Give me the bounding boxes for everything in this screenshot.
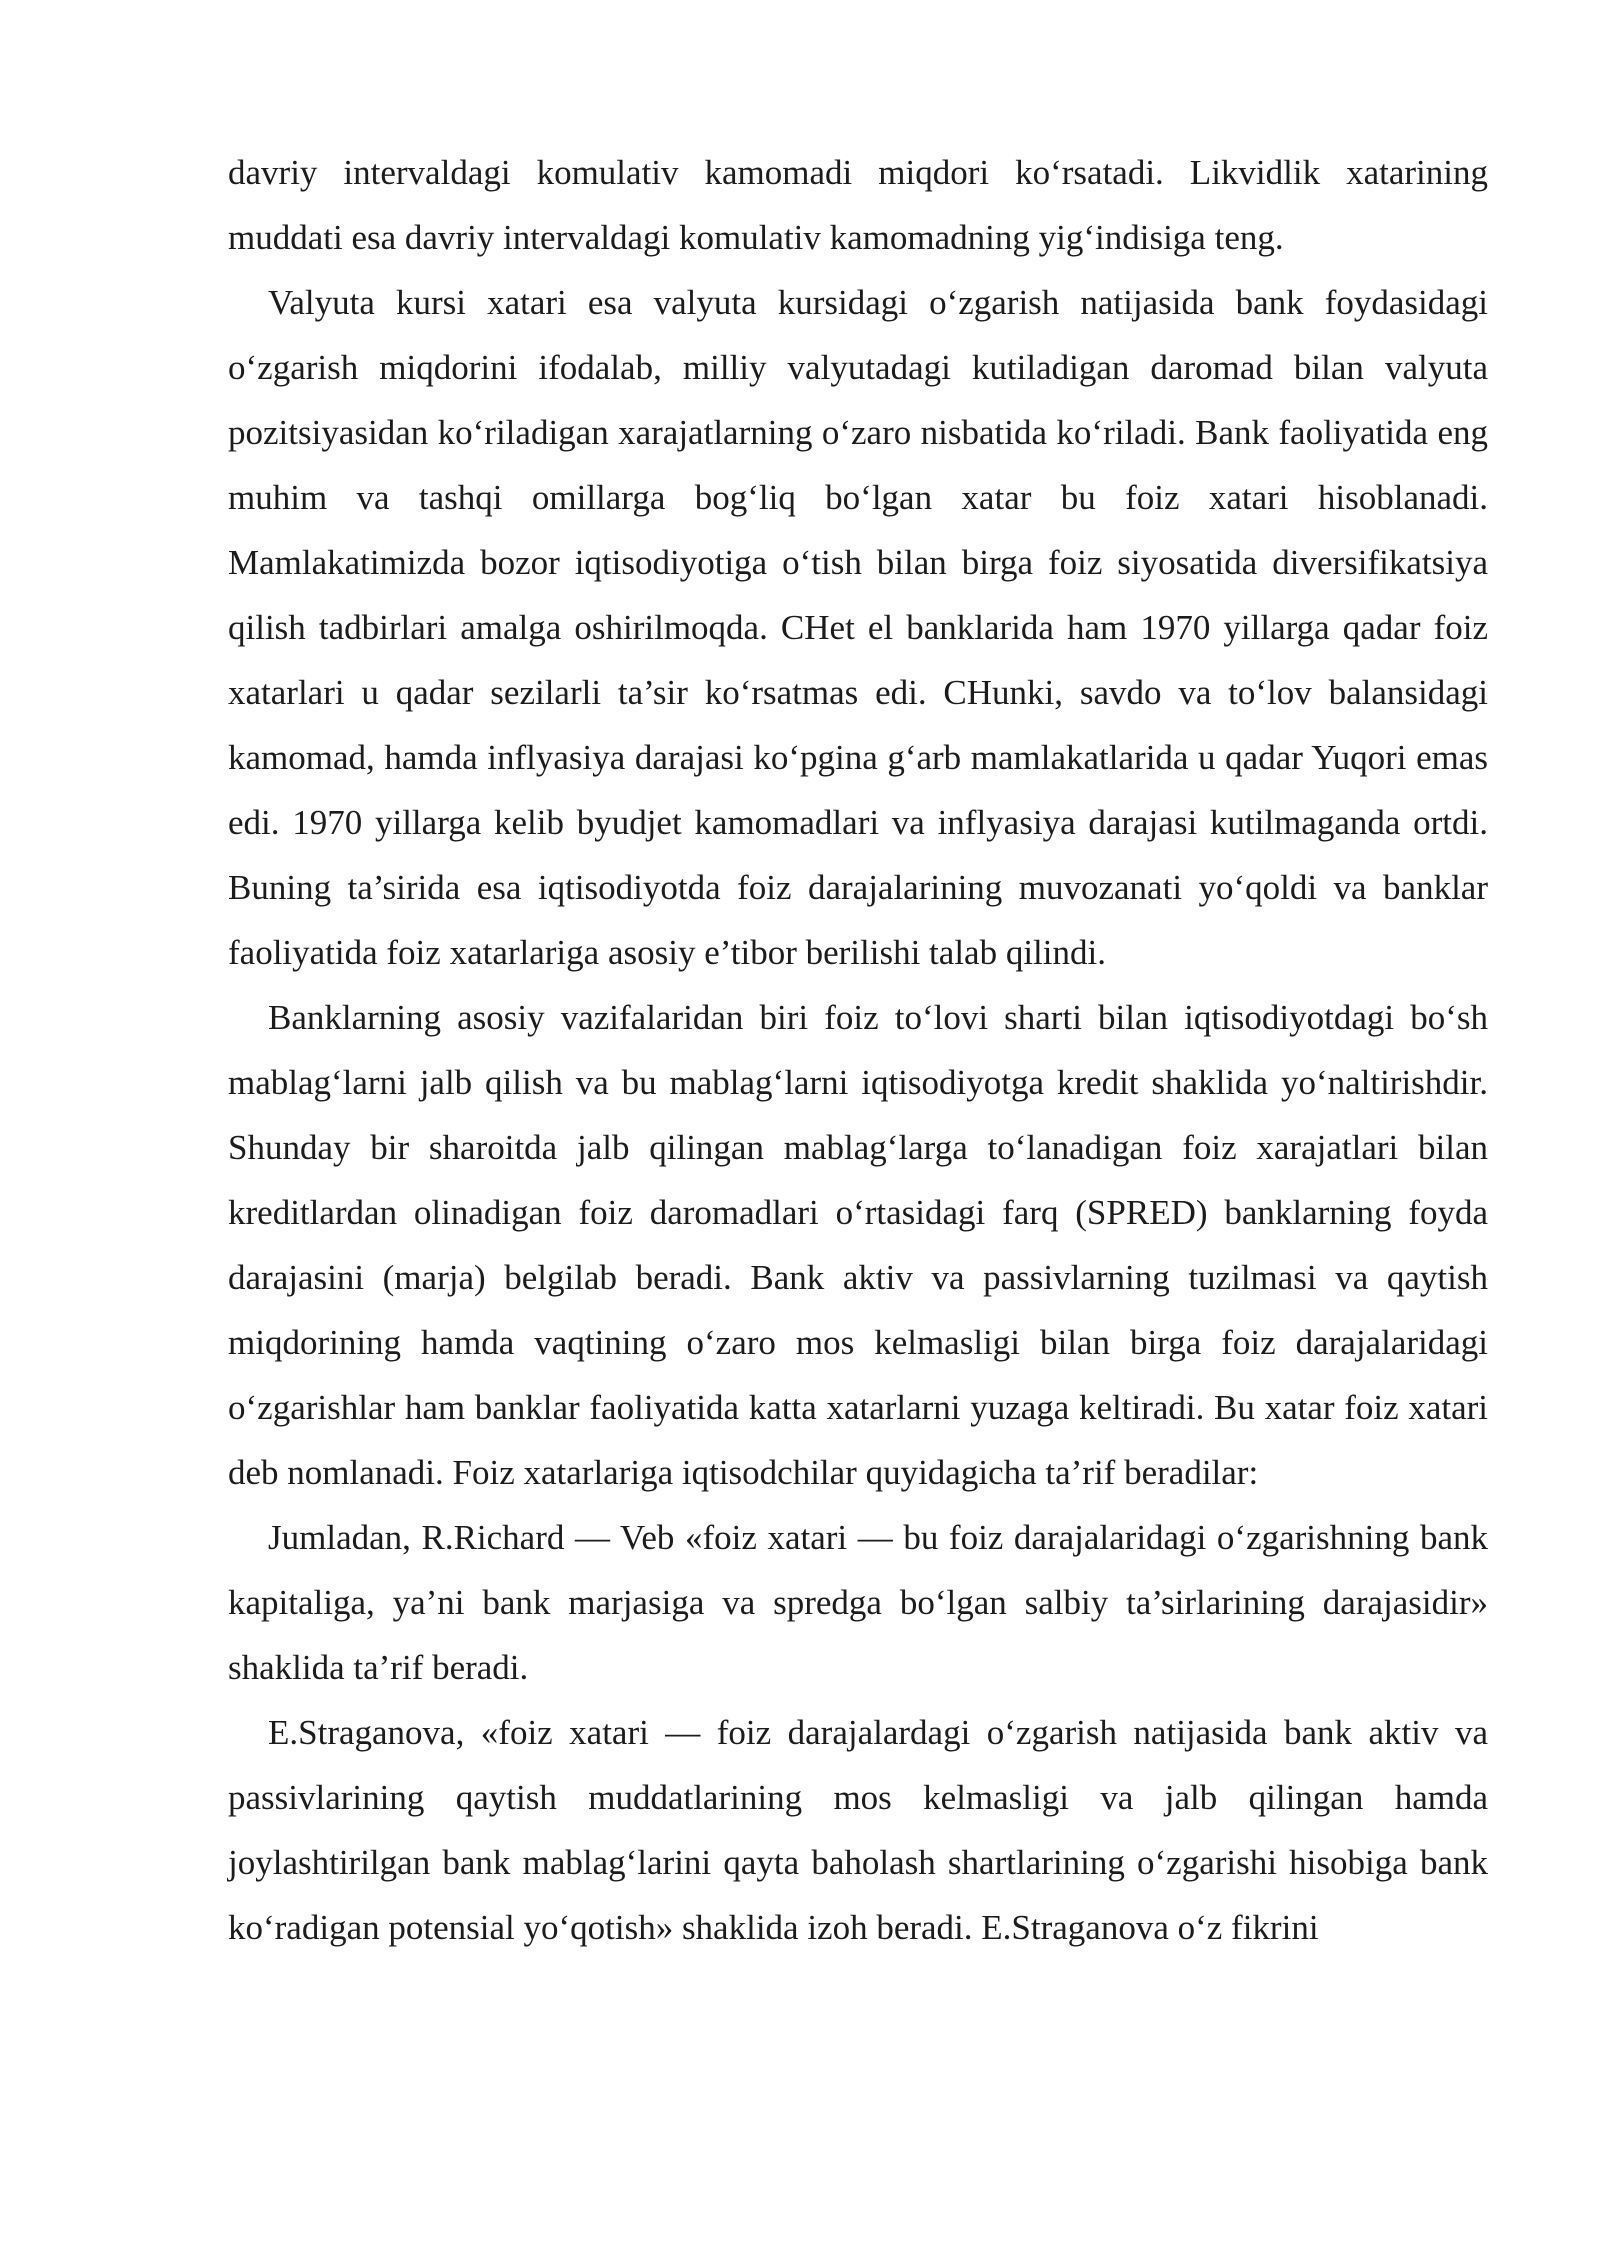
paragraph-liquidity-continuation: davriy intervaldagi komulativ kamomadi miqdori ko‘rsatadi. Likvidlik xatarining muddati esa davriy intervaldagi komulativ kamomadning yig‘indisiga teng. — [228, 153, 1488, 257]
paragraph-straganova-definition: E.Straganova, «foiz xatari — foiz darajalardagi o‘zgarish natijasida bank aktiv va passivlarining qaytish muddatlarining mos kelmasligi va jalb qilingan hamda joylashtirilgan bank mablag‘larini qayta baholash shartlarining o‘zgarishi hisobiga bank ko‘radigan potensial yo‘qotish» shaklida izoh beradi. E.Straganova o‘z fikrini — [228, 1713, 1488, 1947]
paragraph-richard-definition: Jumladan, R.Richard — Veb «foiz xatari — bu foiz darajalaridagi o‘zgarishning bank kapitaliga, ya’ni bank marjasiga va spredga bo‘lgan salbiy ta’sirlarining darajasidir» shaklida ta’rif beradi. — [228, 1518, 1488, 1687]
paragraph-bank-functions: Banklarning asosiy vazifalaridan biri foiz to‘lovi sharti bilan iqtisodiyotdagi bo‘sh mablag‘larni jalb qilish va bu mablag‘larni iqtisodiyotga kredit shaklida yo‘naltirishdir. Shunday bir sharoitda jalb qilingan mablag‘larga to‘lanadigan foiz xarajatlari bilan kreditlardan olinadigan foiz daromadlari o‘rtasidagi farq (SPRED) banklarning foyda darajasini (marja) belgilab beradi. Bank aktiv va passivlarning tuzilmasi va qaytish miqdorining hamda vaqtining o‘zaro mos kelmasligi bilan birga foiz darajalaridagi o‘zgarishlar ham banklar faoliyatida katta xatarlarni yuzaga keltiradi. Bu xatar foiz xatari deb nomlanadi. Foiz xatarlariga iqtisodchilar quyidagicha ta’rif beradilar: — [228, 998, 1488, 1492]
document-page — [228, 140, 1488, 1960]
paragraph-currency-risk: Valyuta kursi xatari esa valyuta kursidagi o‘zgarish natijasida bank foydasidagi o‘zgarish miqdorini ifodalab, milliy valyutadagi kutiladigan daromad bilan valyuta pozitsiyasidan ko‘riladigan xarajatlarning o‘zaro nisbatida ko‘riladi. Bank faoliyatida eng muhim va tashqi omillarga bog‘liq bo‘lgan xatar bu foiz xatari hisoblanadi. Mamlakatimizda bozor iqtisodiyotiga o‘tish bilan birga foiz siyosatida diversifikatsiya qilish tadbirlari amalga oshirilmoqda. CHet el banklarida ham 1970 yillarga qadar foiz xatarlari u qadar sezilarli ta’sir ko‘rsatmas edi. CHunki, savdo va to‘lov balansidagi kamomad, hamda inflyasiya darajasi ko‘pgina g‘arb mamlakatlarida u qadar Yuqori emas edi. 1970 yillarga kelib byudjet kamomadlari va inflyasiya darajasi kutilmaganda ortdi. Buning ta’sirida esa iqtisodiyotda foiz darajalarining muvozanati yo‘qoldi va banklar faoliyatida foiz xatarlariga asosiy e’tibor berilishi talab qilindi. — [228, 283, 1488, 972]
